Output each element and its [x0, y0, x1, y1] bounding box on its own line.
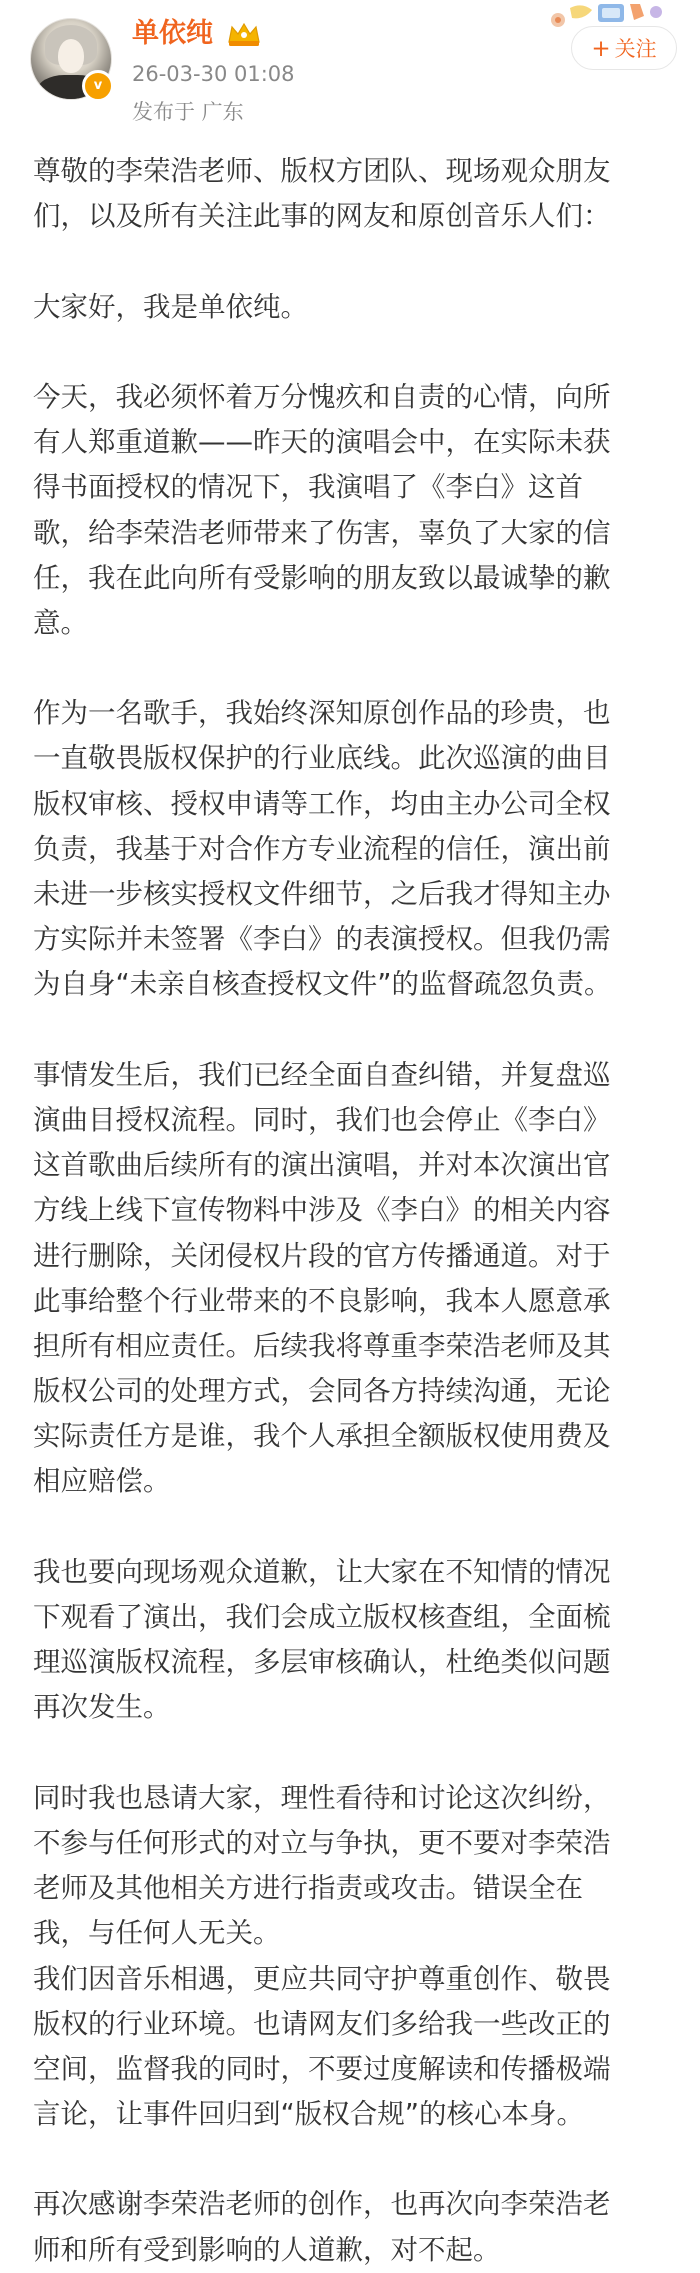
post-text-line: 事情发生后，我们已经全面自查纠错，并复盘巡 [33, 1058, 611, 1091]
post-text-line: 版权审核、授权申请等工作，均由主办公司全权 [33, 787, 611, 820]
post-text-line: 实际责任方是谁，我个人承担全额版权使用费及 [33, 1420, 611, 1453]
follow-button[interactable] [571, 26, 677, 70]
post-text-line: 作为一名歌手，我始终深知原创作品的珍贵，也 [33, 697, 611, 730]
paragraph-gap [33, 1505, 683, 1550]
post-text-line: 再次发生。 [33, 1691, 171, 1724]
post-paragraph [33, 375, 683, 646]
post-paragraph [33, 1053, 683, 1505]
author-name[interactable]: 单依纯 [132, 18, 213, 49]
post-paragraph [33, 691, 683, 1007]
paragraph-gap [33, 239, 683, 284]
post-text-line: 师和所有受到影响的人道歉，对不起。 [33, 2233, 501, 2266]
post-text-line: 版权公司的处理方式，会同各方持续沟通，无论 [33, 1375, 611, 1408]
post-text-line: 方实际并未签署《李白》的表演授权。但我仍需 [33, 923, 611, 956]
post-text-line: 演曲目授权流程。同时，我们也会停止《李白》 [33, 1103, 611, 1136]
post-text-line: 我们因音乐相遇，更应共同守护尊重创作、敬畏 [33, 1962, 611, 1995]
post-text-line: 这首歌曲后续所有的演出演唱，并对本次演出官 [33, 1149, 611, 1182]
post-location: 发布于 广东 [132, 100, 244, 124]
verified-badge-icon: v [82, 70, 114, 102]
post-paragraph [33, 285, 683, 330]
post-text-line: 我，与任何人无关。 [33, 1917, 281, 1950]
post-text-line: 任，我在此向所有受影响的朋友致以最诚挚的歉 [33, 561, 611, 594]
post-text-line: 不参与任何形式的对立与争执，更不要对李荣浩 [33, 1826, 611, 1859]
post-text-line: 老师及其他相关方进行指责或攻击。错误全在 [33, 1872, 583, 1905]
follow-label: 关注 [614, 37, 657, 61]
post-text-line: 一直敬畏版权保护的行业底线。此次巡演的曲目 [33, 742, 611, 775]
post-text-line: 进行删除，关闭侵权片段的官方传播通道。对于 [33, 1239, 611, 1272]
paragraph-gap [33, 1731, 683, 1776]
post-text-line: 大家好，我是单依纯。 [33, 290, 308, 323]
plus-icon: + [591, 36, 611, 62]
post-text-line: 下观看了演出，我们会成立版权核查组，全面梳 [33, 1601, 611, 1633]
post-text-line: 尊敬的李荣浩老师、版权方团队、现场观众朋友 [33, 155, 611, 187]
post-text-line: 方线上线下宣传物料中涉及《李白》的相关内容 [33, 1194, 611, 1227]
paragraph-gap [33, 1008, 683, 1053]
post-text-line: 此事给整个行业带来的不良影响，我本人愿意承 [33, 1284, 611, 1317]
post-text-line: 再次感谢李荣浩老师的创作，也再次向李荣浩老 [33, 2188, 611, 2221]
post-text-line: 负责，我基于对合作方专业流程的信任，演出前 [33, 832, 611, 865]
post-text-line: 言论，让事件回归到“版权合规”的核心本身。 [33, 2098, 584, 2131]
post-text-line: 今天，我必须怀着万分愧疚和自责的心情，向所 [33, 380, 611, 413]
post-paragraph [33, 149, 683, 239]
paragraph-gap [33, 2137, 683, 2182]
post-text-line: 得书面授权的情况下，我演唱了《李白》这首 [33, 471, 583, 504]
paragraph-gap [33, 646, 683, 691]
post-text-line: 同时我也恳请大家，理性看待和讨论这次纠纷， [33, 1781, 611, 1814]
vip-crown-icon [226, 20, 262, 48]
post-text-line: 担所有相应责任。后续我将尊重李荣浩老师及其 [33, 1329, 611, 1362]
post-header [0, 0, 700, 140]
post-text-line: 歌，给李荣浩老师带来了伤害，辜负了大家的信 [33, 516, 611, 549]
post-text-line: 有人郑重道歉——昨天的演唱会中，在实际未获 [33, 426, 611, 459]
post-text-line: 为自身“未亲自核查授权文件”的监督疏忽负责。 [33, 968, 612, 1001]
post-text-line: 空间，监督我的同时，不要过度解读和传播极端 [33, 2052, 611, 2085]
post-text-line: 们，以及所有关注此事的网友和原创音乐人们： [33, 200, 611, 233]
post-content [33, 149, 683, 2273]
post-text-line: 未进一步核实授权文件细节，之后我才得知主办 [33, 878, 611, 910]
post-paragraph [33, 1550, 683, 1731]
paragraph-gap [33, 330, 683, 375]
post-text-line: 版权的行业环境。也请网友们多给我一些改正的 [33, 2007, 611, 2040]
post-time: 26-03-30 01:08 [132, 62, 295, 86]
avatar-face [58, 39, 84, 73]
post-text-line: 相应赔偿。 [33, 1465, 171, 1498]
post-paragraph [33, 2182, 683, 2272]
post-text-line: 意。 [33, 606, 88, 639]
post-text-line: 我也要向现场观众道歉，让大家在不知情的情况 [33, 1555, 611, 1588]
post-paragraph [33, 1776, 683, 2138]
post-text-line: 理巡演版权流程，多层审核确认，杜绝类似问题 [33, 1646, 611, 1679]
